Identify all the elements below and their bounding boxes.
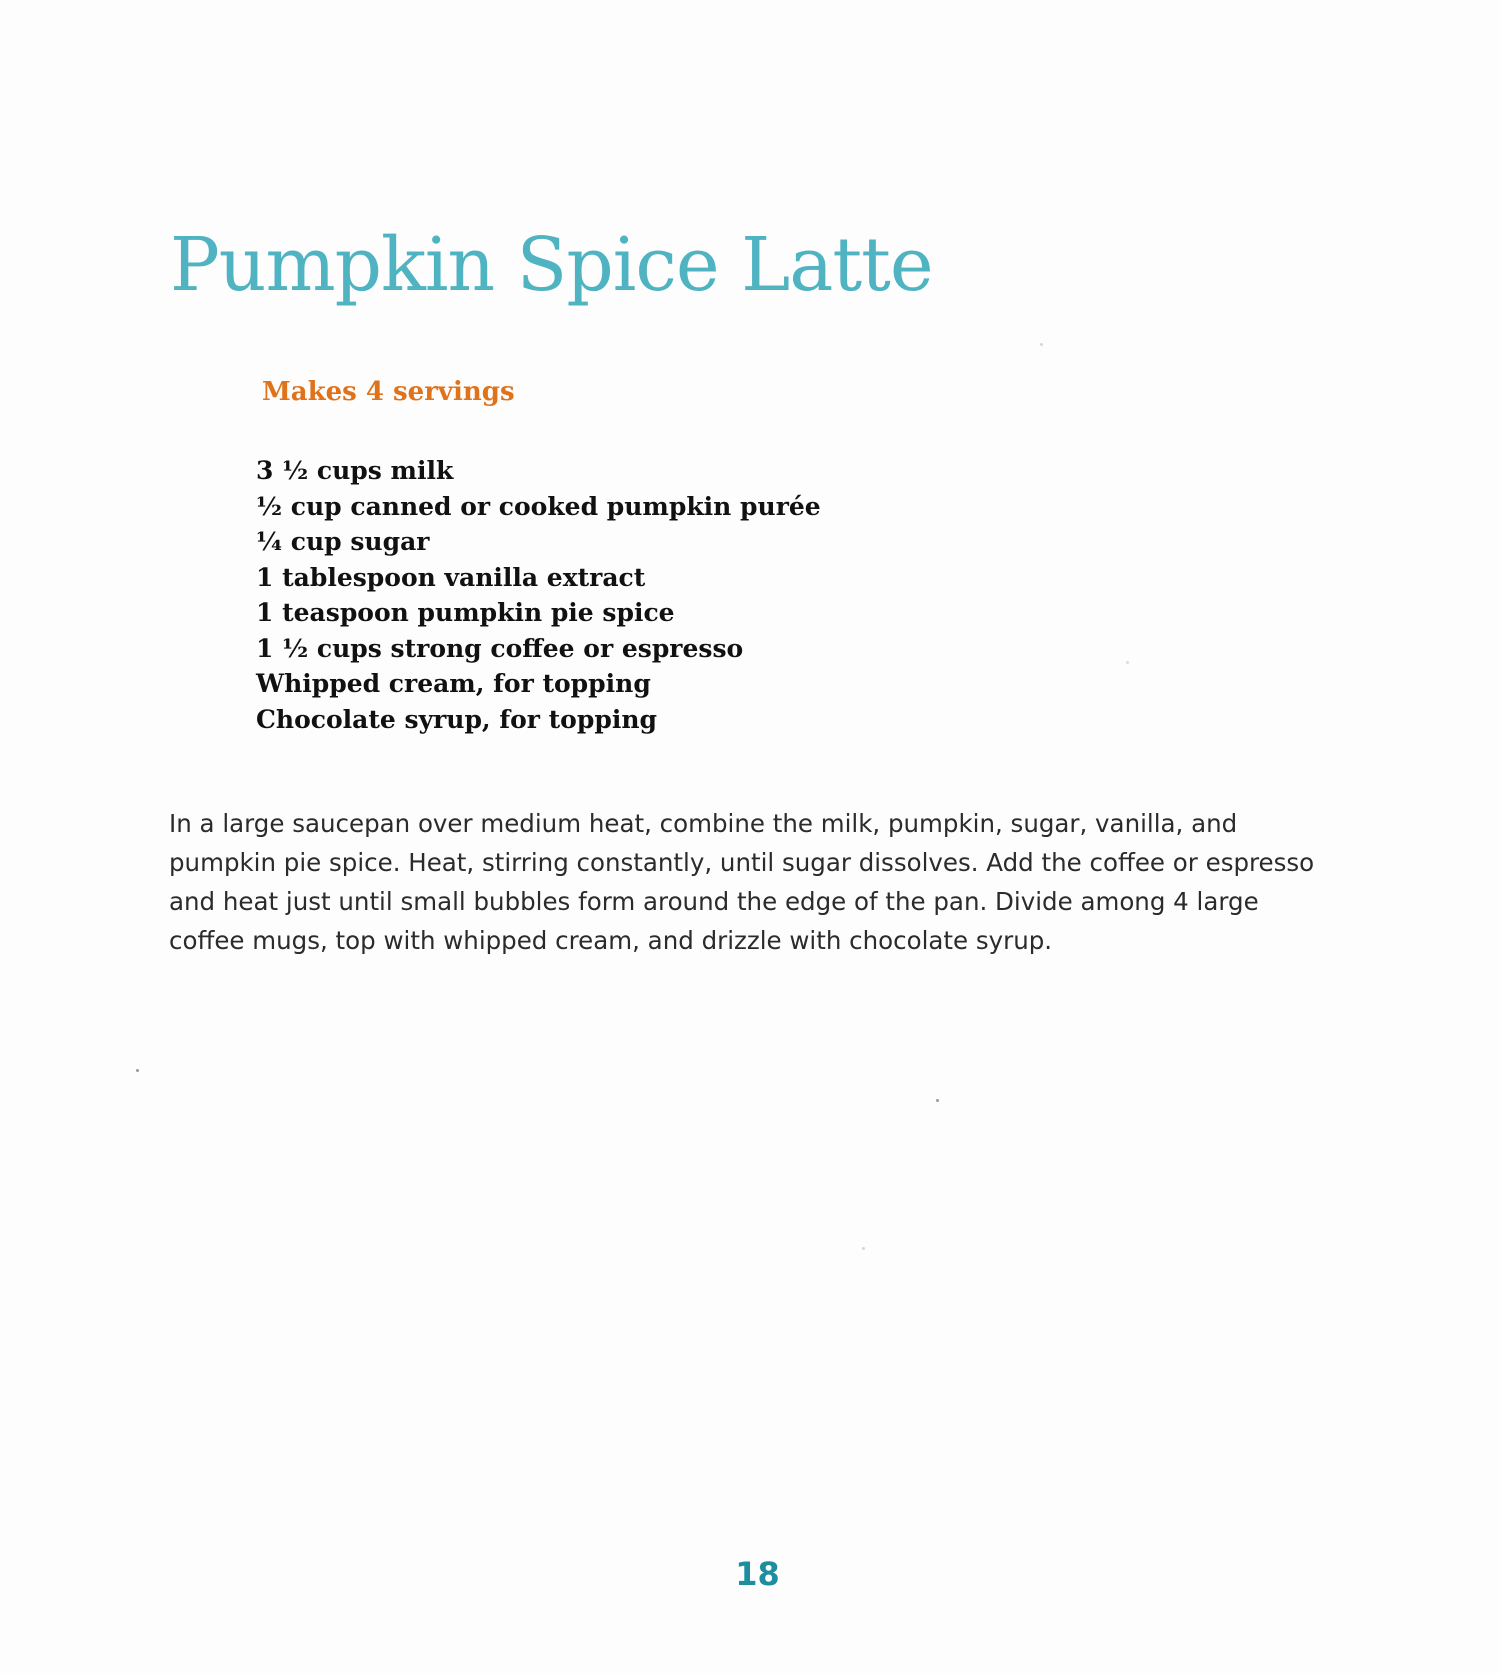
ingredient-item: 1 ½ cups strong coffee or espresso xyxy=(256,633,744,663)
ingredient-item: 1 teaspoon pumpkin pie spice xyxy=(256,598,675,627)
ingredient-item: ½ cup canned or cooked pumpkin purée xyxy=(256,491,821,521)
dust-speck xyxy=(862,1247,865,1250)
directions-paragraph: In a large saucepan over medium heat, combine the milk, pumpkin, sugar, vanilla, and pumpkin pie spice. Heat, stirring constantly, until sugar dissolves. Add the coffee or espresso and heat just until small bubbles form around the edge of the pan. Divide among 4 large coffee mugs, top with whipped cream, and drizzle with chocolate syrup. xyxy=(169,809,1315,955)
dust-speck xyxy=(136,1069,139,1072)
dust-speck xyxy=(936,1099,939,1102)
page-number: 18 xyxy=(735,1555,780,1593)
ingredient-item: Whipped cream, for topping xyxy=(256,669,651,698)
dust-speck xyxy=(1126,661,1129,664)
ingredient-item: ¼ cup sugar xyxy=(256,527,430,556)
dust-speck xyxy=(1040,343,1043,346)
ingredient-item: 1 tablespoon vanilla extract xyxy=(256,562,646,592)
servings-label: Makes 4 servings xyxy=(262,377,515,407)
recipe-title: Pumpkin Spice Latte xyxy=(170,222,933,308)
ingredient-item: 3 ½ cups milk xyxy=(256,456,454,485)
ingredient-list xyxy=(256,453,821,737)
ingredient-item: Chocolate syrup, for topping xyxy=(256,704,657,734)
